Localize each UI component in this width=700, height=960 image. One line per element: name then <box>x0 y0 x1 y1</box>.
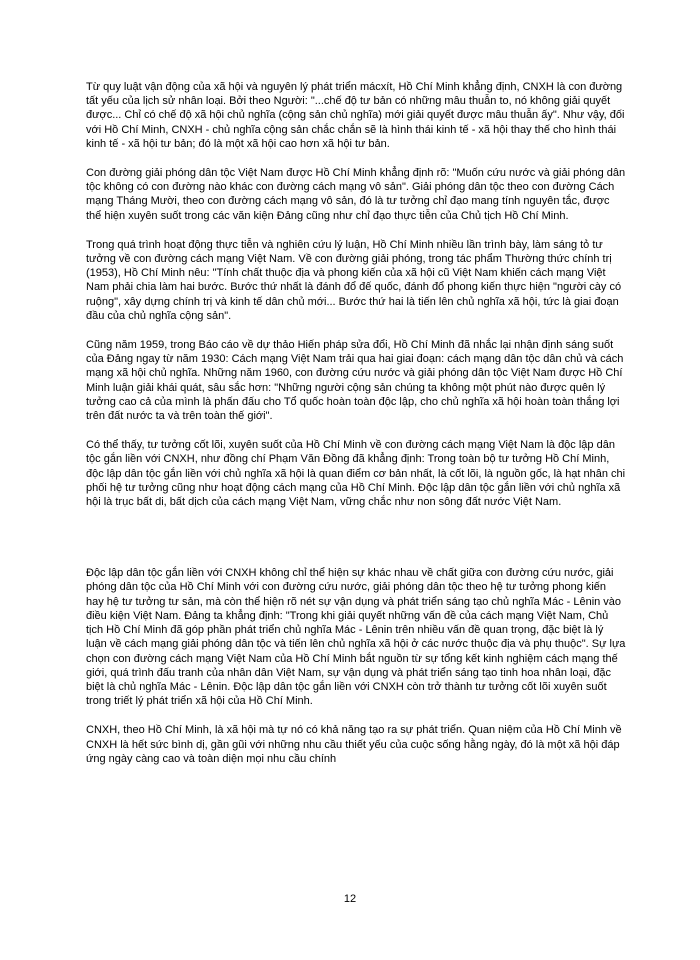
paragraph-3: Trong quá trình hoạt động thực tiễn và nghiên cứu lý luận, Hồ Chí Minh nhiều lần trình bày, làm sáng tỏ tư tưởng về con đường cách mạng Việt Nam. Về con đường giải phóng, trong tác phẩm Thường thức chính trị (1953), Hồ Chí Minh nêu: "Tính chất thuộc địa và phong kiến của xã hội cũ Việt Nam khiến cách mạng Việt Nam phải chia làm hai bước. Bước thứ nhất là đánh đổ đế quốc, đánh đổ phong kiến thực hiện "người cày có ruộng", xây dựng chính trị và kinh tế dân chủ mới... Bước thứ hai là tiến lên chủ nghĩa xã hội, tức là giai đoạn đầu của chủ nghĩa cộng sản". <box>86 238 622 322</box>
paragraph-6: Độc lập dân tộc gắn liền với CNXH không chỉ thể hiện sự khác nhau về chất giữa con đường cứu nước, giải phóng dân tộc của Hồ Chí Minh với con đường cứu nước, giải phóng dân tộc theo hệ tư tưởng phong kiến hay hệ tư tưởng tư sản, mà còn thể hiện rõ nét sự vận dụng và phát triển sáng tạo chủ nghĩa Mác - Lênin vào điều kiện Việt Nam. Đảng ta khẳng định: "Trong khi giải quyết những vấn đề của cách mạng Việt Nam, Chủ tịch Hồ Chí Minh đã góp phần phát triển chủ nghĩa Mác - Lênin trên nhiều vấn đề quan trọng, đặc biệt là lý luận về cách mạng giải phóng dân tộc và tiến lên chủ nghĩa xã hội ở các nước thuộc địa và phụ thuộc". Sự lựa chọn con đường cách mạng Việt Nam của Hồ Chí Minh bắt nguồn từ sự tổng kết kinh nghiệm cách mạng thế giới, quá trình đấu tranh của nhân dân Việt Nam, sự vận dụng và phát triển sáng tạo tinh hoa nhân loại, đặc biệt là chủ nghĩa Mác - Lênin. Độc lập dân tộc gắn liền với CNXH còn trở thành tư tưởng cốt lõi xuyên suốt trong triết lý phát triển xã hội của Hồ Chí Minh. <box>86 567 626 708</box>
document-body <box>86 80 626 766</box>
paragraph-1: Từ quy luật vận động của xã hội và nguyên lý phát triển mácxít, Hồ Chí Minh khẳng định, CNXH là con đường tất yếu của lịch sử nhân loại. Bởi theo Người: "...chế độ tư bản có những mâu thuẫn to, nó không giải quyết được... Chỉ có chế độ xã hội chủ nghĩa (cộng sản chủ nghĩa) mới giải quyết được mâu thuẫn ấy". Như vậy, đối với Hồ Chí Minh, CNXH - chủ nghĩa cộng sản chắc chắn sẽ là hình thái kinh tế - xã hội thay thế cho hình thái kinh tế - xã hội tư bản; đó là một xã hội cao hơn xã hội tư bản. <box>86 81 625 150</box>
paragraph-2: Con đường giải phóng dân tộc Việt Nam được Hồ Chí Minh khẳng định rõ: "Muốn cứu nước và giải phóng dân tộc không có con đường nào khác con đường cách mạng vô sản". Giải phóng dân tộc theo con đường Cách mạng Tháng Mười, theo con đường cách mạng vô sản, đó là tư tưởng chỉ đạo mang tính nguyên tắc, được thể hiện xuyên suốt trong các văn kiện Đảng cũng như chỉ đạo thực tiễn của Chủ tịch Hồ Chí Minh. <box>86 167 626 222</box>
paragraph-4: Cũng năm 1959, trong Báo cáo về dự thảo Hiến pháp sửa đổi, Hồ Chí Minh đã nhắc lại nhận định sáng suốt của Đảng ngay từ năm 1930: Cách mạng Việt Nam trải qua hai giai đoạn: cách mạng dân tộc dân chủ và cách mạng xã hội chủ nghĩa. Những năm 1960, con đường cứu nước và giải phóng dân tộc Việt Nam được Hồ Chí Minh luận giải khái quát, sâu sắc hơn: "Những người cộng sản chúng ta không một phút nào được quên lý tưởng cao cả của mình là phấn đấu cho Tổ quốc hoàn toàn độc lập, cho chủ nghĩa xã hội hoàn toàn thắng lợi trên đất nước ta và trên toàn thế giới". <box>86 339 624 423</box>
paragraph-5: Có thể thấy, tư tưởng cốt lõi, xuyên suốt của Hồ Chí Minh về con đường cách mạng Việt Nam là độc lập dân tộc gắn liền với CNXH, như đồng chí Phạm Văn Đồng đã khẳng định: Trong toàn bộ tư tưởng Hồ Chí Minh, độc lập dân tộc gắn liền với chủ nghĩa xã hội là quan điểm cơ bản nhất, là cốt lõi, là nguồn gốc, là hạt nhân chi phối hệ tư tưởng cũng như hoạt động cách mạng của Hồ Chí Minh. Độc lập dân tộc gắn liền với chủ nghĩa xã hội là trục bất di, bất dịch của cách mạng Việt Nam, vững chắc như non sông đất nước Việt Nam. <box>86 439 626 509</box>
paragraph-7: CNXH, theo Hồ Chí Minh, là xã hội mà tự nó có khả năng tạo ra sự phát triển. Quan niệm của Hồ Chí Minh về CNXH là hết sức bình dị, gần gũi với những nhu cầu thiết yếu của cuộc sống hằng ngày, đó là một xã hội đáp ứng ngày càng cao và toàn diện mọi nhu cầu chính <box>86 724 622 765</box>
page-number: 12 <box>343 893 357 905</box>
